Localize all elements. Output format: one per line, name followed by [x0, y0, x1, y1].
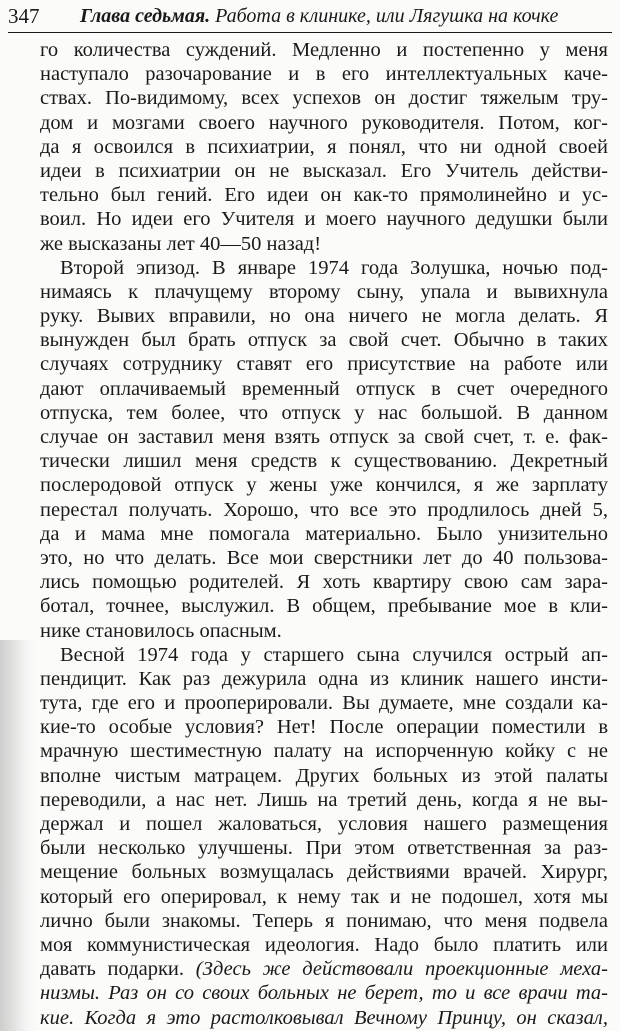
- text-line-content: да и мама мне помогала материально. Было унизительно: [40, 522, 608, 545]
- text-line-content: случае он заставил меня взять отпуск за свой счет, т. е. фак-: [40, 426, 608, 448]
- text-line: [40, 522, 608, 546]
- text-line: [40, 957, 608, 981]
- text-line-content: нике становилось опасным.: [40, 619, 282, 642]
- text-line: [40, 715, 608, 739]
- text-line-content: да я освоился в психиатрии, я понял, что ни одной своей: [40, 135, 608, 158]
- text-line: [40, 691, 608, 715]
- text-line-content: были несколько улучшены. При этом ответственная за раз-: [40, 837, 608, 860]
- text-line: [40, 62, 608, 86]
- text-line-content: который его оперировал, к нему так и не подошел, хотя мы: [40, 885, 608, 908]
- text-line: [40, 885, 608, 909]
- text-line: [40, 425, 608, 449]
- text-line: [40, 643, 608, 667]
- text-line: [40, 377, 608, 401]
- text-line: [40, 1006, 608, 1030]
- chapter-label: Глава седьмая.: [80, 5, 211, 27]
- text-line: [40, 232, 608, 256]
- text-line-content: го количества суждений. Медленно и постепенно у меня: [40, 39, 608, 61]
- text-line-italic: кие. Когда я это растолковывал Вечному Принцу, он сказал,: [40, 1006, 608, 1029]
- text-line-content: это, но что делать. Все мои сверстники лет до 40 пользова-: [40, 546, 608, 569]
- text-line: [40, 449, 608, 473]
- text-line-content: воил. Но идеи его Учителя и моего научного дедушки были: [40, 208, 608, 231]
- text-line-content: же высказаны лет 40—50 назад!: [40, 232, 322, 255]
- text-line-content: послеродовой отпуск у жены уже кончился, я же зарплату: [40, 474, 608, 497]
- text-line: [40, 159, 608, 183]
- text-line: [40, 473, 608, 497]
- text-line: [40, 256, 608, 280]
- text-line-content: тически лишил меня средств к существованию. Декретный: [40, 450, 608, 473]
- text-line-content: ботал, точнее, выслужил. В общем, пребывание мое в кли-: [40, 595, 608, 618]
- text-line-italic: низмы. Раз он со своих больных не берет, то и все врачи та-: [40, 982, 608, 1005]
- text-line: [40, 909, 608, 933]
- text-line: [40, 764, 608, 788]
- text-line: [40, 981, 608, 1005]
- text-line-content: отпуска, тем более, что отпуск у нас большой. В данном: [40, 401, 608, 424]
- page-number: 347: [8, 4, 40, 28]
- text-line: [40, 812, 608, 836]
- text-line: [40, 183, 608, 207]
- text-line: [40, 933, 608, 957]
- text-line: [40, 860, 608, 884]
- text-line-content: мрачную шестиместную палату на испорченную койку с не: [40, 740, 608, 763]
- scan-shadow: [0, 640, 38, 1031]
- text-line-content: лись помощью родителей. Я хоть квартиру свою сам зара-: [40, 571, 608, 594]
- running-title: [80, 2, 558, 30]
- text-line-content: руку. Вывих вправили, но она ничего не могла делать. Я: [40, 305, 608, 328]
- running-header: [8, 2, 612, 33]
- text-line: [40, 546, 608, 570]
- text-line-content: перестал получать. Хорошо, что все это продлилось дней 5,: [40, 498, 608, 521]
- text-line: [40, 207, 608, 231]
- text-line-content: дом и мозгами своего научного руководителя. Потом, ког-: [40, 111, 608, 134]
- text-line: [40, 86, 608, 110]
- text-line-content: держал и пошел жаловаться, условия нашего размещения: [40, 813, 608, 835]
- text-line-content: переводили, а нас нет. Лишь на третий день, когда я не вы-: [40, 788, 608, 811]
- body-text: [40, 38, 608, 1030]
- text-line: [40, 401, 608, 425]
- text-line-content: нимаясь к плачущему второму сыну, упала и вывихнула: [40, 280, 608, 303]
- text-line-content: случаях сотруднику ставят его присутствие на работе или: [40, 353, 608, 376]
- text-line: [40, 38, 608, 62]
- text-line: [40, 619, 608, 643]
- text-line: [40, 788, 608, 812]
- text-line-content: моя коммунистическая идеология. Надо было платить или: [40, 933, 608, 956]
- text-line: [40, 498, 608, 522]
- text-line-content: давать подарки.: [40, 958, 185, 981]
- text-line-content: дают оплачиваемый временный отпуск в счет очередного: [40, 377, 608, 400]
- text-line: [40, 570, 608, 594]
- text-line-content: пендицит. Как раз дежурила одна из клиник нашего инсти-: [40, 667, 608, 690]
- text-line: [40, 111, 608, 135]
- text-line-content: ствах. По-видимому, всех успехов он достиг тяжелым тру-: [40, 87, 608, 110]
- text-line-content: кие-то особые условия? Нет! После операции поместили в: [40, 716, 608, 739]
- text-line-content: идеи в психиатрии он не высказал. Его Учитель действи-: [40, 159, 608, 182]
- text-line-content: вынужден был брать отпуск за свой счет. Обычно в таких: [40, 329, 608, 352]
- text-line-content: вполне чистым матрацем. Других больных из этой палаты: [40, 764, 608, 787]
- text-line-content: тельно был гений. Его идеи он как-то прямолинейно и ус-: [40, 184, 608, 207]
- text-line-content: лично были знакомы. Теперь я понимаю, что меня подвела: [40, 909, 608, 932]
- text-line: [40, 739, 608, 763]
- text-line: [40, 280, 608, 304]
- text-line-content: тута, где его и прооперировали. Вы думаете, мне создали ка-: [40, 692, 608, 715]
- text-line: [40, 328, 608, 352]
- text-line-content: Второй эпизод. В январе 1974 года Золушка, ночью под-: [60, 256, 608, 279]
- text-line: [40, 836, 608, 860]
- text-line: [40, 352, 608, 376]
- text-line: [40, 135, 608, 159]
- text-line: [40, 594, 608, 618]
- chapter-title: Работа в клинике, или Лягушка на кочке: [215, 5, 559, 27]
- text-line-content: мещение больных возмущалась действиями врачей. Хирург,: [40, 861, 608, 884]
- text-line-content: Весной 1974 года у старшего сына случился острый ап-: [60, 643, 608, 666]
- text-line-italic: (Здесь же действовали проекционные меха-: [184, 958, 609, 981]
- text-line-content: наступало разочарование и в его интеллектуальных каче-: [40, 63, 608, 86]
- text-line: [40, 304, 608, 328]
- text-line: [40, 667, 608, 691]
